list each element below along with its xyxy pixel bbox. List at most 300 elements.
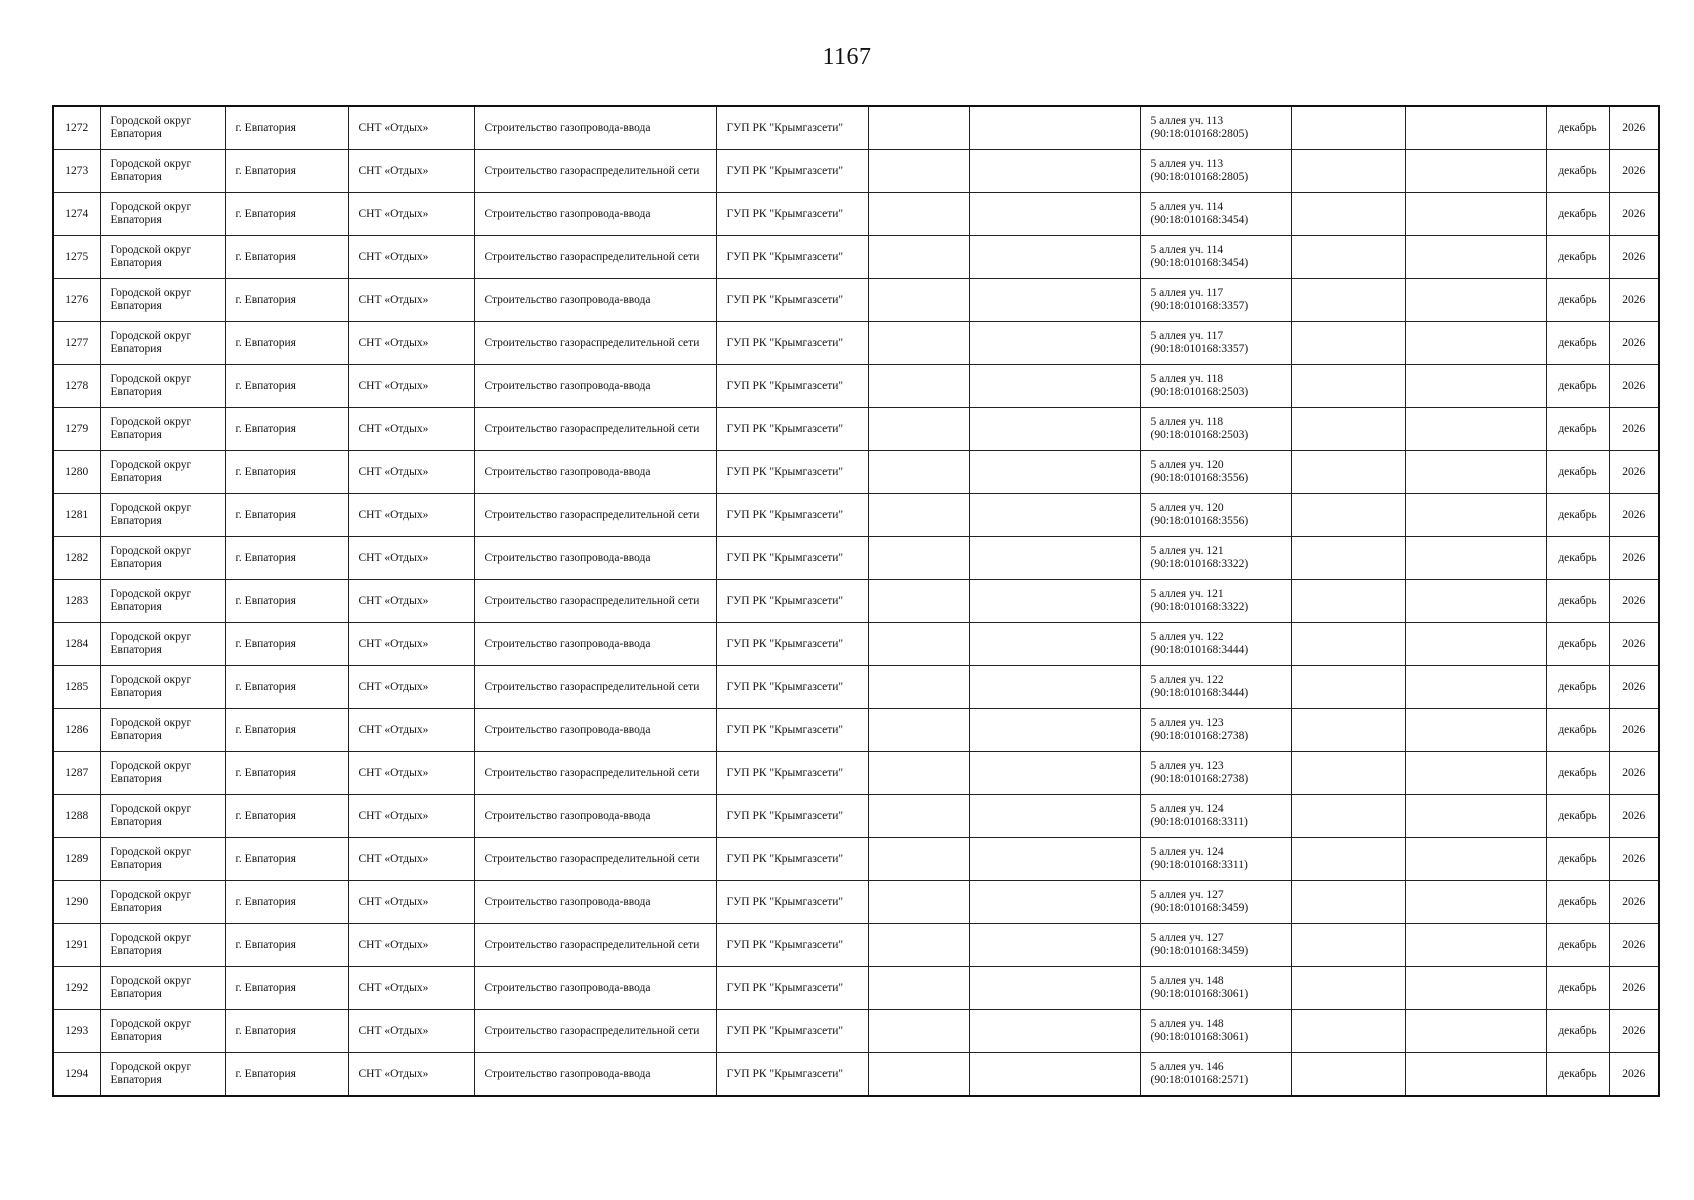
row-number-cell: 1274: [53, 193, 100, 236]
district-cell: Городской округ Евпатория: [100, 838, 225, 881]
empty-cell: [868, 279, 969, 322]
cadastral-number: (90:18:010168:2805): [1150, 128, 1249, 140]
empty-cell: [868, 1053, 969, 1097]
address-line: 5 аллея уч. 118: [1150, 373, 1224, 385]
table-row: [53, 236, 1659, 279]
cadastral-number: (90:18:010168:3357): [1150, 343, 1249, 355]
organization-cell: ГУП РК "Крымгазсети": [716, 150, 868, 193]
address-cell: [1140, 709, 1291, 752]
table-row: [53, 881, 1659, 924]
district-cell: Городской округ Евпатория: [100, 322, 225, 365]
month-cell: декабрь: [1546, 1053, 1609, 1097]
empty-cell: [969, 795, 1140, 838]
address-cell: [1140, 967, 1291, 1010]
empty-cell: [969, 838, 1140, 881]
empty-cell: [868, 150, 969, 193]
address-cell: [1140, 580, 1291, 623]
district-cell: Городской округ Евпатория: [100, 666, 225, 709]
address-cell: [1140, 106, 1291, 150]
work-type-cell: Строительство газопровода-ввода: [474, 193, 716, 236]
address-line: 5 аллея уч. 117: [1150, 330, 1224, 342]
organization-cell: ГУП РК "Крымгазсети": [716, 967, 868, 1010]
district-cell: Городской округ Евпатория: [100, 709, 225, 752]
empty-cell: [1405, 752, 1546, 795]
year-cell: 2026: [1609, 666, 1659, 709]
empty-cell: [868, 967, 969, 1010]
district-cell: Городской округ Евпатория: [100, 451, 225, 494]
city-cell: г. Евпатория: [225, 322, 348, 365]
empty-cell: [969, 106, 1140, 150]
snt-cell: СНТ «Отдых»: [348, 838, 474, 881]
snt-cell: СНТ «Отдых»: [348, 924, 474, 967]
address-cell: [1140, 451, 1291, 494]
work-type-cell: Строительство газораспределительной сети: [474, 924, 716, 967]
empty-cell: [969, 537, 1140, 580]
organization-cell: ГУП РК "Крымгазсети": [716, 193, 868, 236]
address-cell: [1140, 408, 1291, 451]
city-cell: г. Евпатория: [225, 193, 348, 236]
year-cell: 2026: [1609, 279, 1659, 322]
table-row: [53, 1010, 1659, 1053]
organization-cell: ГУП РК "Крымгазсети": [716, 881, 868, 924]
organization-cell: ГУП РК "Крымгазсети": [716, 924, 868, 967]
month-cell: декабрь: [1546, 838, 1609, 881]
snt-cell: СНТ «Отдых»: [348, 150, 474, 193]
row-number-cell: 1284: [53, 623, 100, 666]
address-line: 5 аллея уч. 118: [1150, 416, 1224, 428]
table-row: [53, 279, 1659, 322]
snt-cell: СНТ «Отдых»: [348, 580, 474, 623]
cadastral-number: (90:18:010168:2503): [1150, 386, 1249, 398]
empty-cell: [1405, 967, 1546, 1010]
organization-cell: ГУП РК "Крымгазсети": [716, 106, 868, 150]
row-number-cell: 1273: [53, 150, 100, 193]
address-line: 5 аллея уч. 122: [1150, 674, 1224, 686]
cadastral-number: (90:18:010168:3459): [1150, 945, 1249, 957]
empty-cell: [969, 236, 1140, 279]
cadastral-number: (90:18:010168:3454): [1150, 214, 1249, 226]
table-row: [53, 1053, 1659, 1097]
year-cell: 2026: [1609, 967, 1659, 1010]
empty-cell: [868, 924, 969, 967]
empty-cell: [868, 795, 969, 838]
year-cell: 2026: [1609, 1053, 1659, 1097]
month-cell: декабрь: [1546, 924, 1609, 967]
snt-cell: СНТ «Отдых»: [348, 279, 474, 322]
address-cell: [1140, 150, 1291, 193]
cadastral-number: (90:18:010168:2503): [1150, 429, 1249, 441]
row-number-cell: 1283: [53, 580, 100, 623]
cadastral-number: (90:18:010168:3061): [1150, 1031, 1249, 1043]
city-cell: г. Евпатория: [225, 795, 348, 838]
cadastral-number: (90:18:010168:3322): [1150, 601, 1249, 613]
address-cell: [1140, 1010, 1291, 1053]
empty-cell: [1291, 666, 1405, 709]
city-cell: г. Евпатория: [225, 838, 348, 881]
month-cell: декабрь: [1546, 881, 1609, 924]
snt-cell: СНТ «Отдых»: [348, 709, 474, 752]
empty-cell: [868, 752, 969, 795]
district-cell: Городской округ Евпатория: [100, 795, 225, 838]
year-cell: 2026: [1609, 537, 1659, 580]
empty-cell: [1405, 236, 1546, 279]
district-cell: Городской округ Евпатория: [100, 408, 225, 451]
empty-cell: [868, 838, 969, 881]
month-cell: декабрь: [1546, 967, 1609, 1010]
table-row: [53, 365, 1659, 408]
address-line: 5 аллея уч. 127: [1150, 932, 1224, 944]
cadastral-number: (90:18:010168:3444): [1150, 687, 1249, 699]
empty-cell: [1291, 236, 1405, 279]
address-line: 5 аллея уч. 114: [1150, 244, 1224, 256]
city-cell: г. Евпатория: [225, 1053, 348, 1097]
district-cell: Городской округ Евпатория: [100, 881, 225, 924]
empty-cell: [1291, 967, 1405, 1010]
empty-cell: [868, 106, 969, 150]
data-table: [52, 105, 1660, 1097]
empty-cell: [969, 924, 1140, 967]
month-cell: декабрь: [1546, 408, 1609, 451]
table-row: [53, 838, 1659, 881]
empty-cell: [868, 881, 969, 924]
work-type-cell: Строительство газопровода-ввода: [474, 623, 716, 666]
city-cell: г. Евпатория: [225, 150, 348, 193]
snt-cell: СНТ «Отдых»: [348, 967, 474, 1010]
district-cell: Городской округ Евпатория: [100, 150, 225, 193]
empty-cell: [969, 451, 1140, 494]
month-cell: декабрь: [1546, 580, 1609, 623]
empty-cell: [1405, 537, 1546, 580]
month-cell: декабрь: [1546, 1010, 1609, 1053]
address-cell: [1140, 623, 1291, 666]
year-cell: 2026: [1609, 150, 1659, 193]
work-type-cell: Строительство газопровода-ввода: [474, 881, 716, 924]
row-number-cell: 1277: [53, 322, 100, 365]
address-cell: [1140, 795, 1291, 838]
empty-cell: [1405, 795, 1546, 838]
work-type-cell: Строительство газораспределительной сети: [474, 408, 716, 451]
table-row: [53, 451, 1659, 494]
district-cell: Городской округ Евпатория: [100, 537, 225, 580]
empty-cell: [969, 494, 1140, 537]
empty-cell: [969, 580, 1140, 623]
address-line: 5 аллея уч. 117: [1150, 287, 1224, 299]
address-line: 5 аллея уч. 127: [1150, 889, 1224, 901]
empty-cell: [969, 1010, 1140, 1053]
work-type-cell: Строительство газопровода-ввода: [474, 537, 716, 580]
address-line: 5 аллея уч. 113: [1150, 115, 1224, 127]
empty-cell: [1405, 580, 1546, 623]
work-type-cell: Строительство газораспределительной сети: [474, 150, 716, 193]
district-cell: Городской округ Евпатория: [100, 580, 225, 623]
year-cell: 2026: [1609, 580, 1659, 623]
district-cell: Городской округ Евпатория: [100, 623, 225, 666]
city-cell: г. Евпатория: [225, 1010, 348, 1053]
work-type-cell: Строительство газораспределительной сети: [474, 752, 716, 795]
empty-cell: [1291, 193, 1405, 236]
district-cell: Городской округ Евпатория: [100, 967, 225, 1010]
organization-cell: ГУП РК "Крымгазсети": [716, 666, 868, 709]
empty-cell: [1405, 408, 1546, 451]
empty-cell: [969, 279, 1140, 322]
month-cell: декабрь: [1546, 451, 1609, 494]
table-row: [53, 408, 1659, 451]
empty-cell: [1291, 881, 1405, 924]
empty-cell: [969, 967, 1140, 1010]
month-cell: декабрь: [1546, 279, 1609, 322]
empty-cell: [1291, 1010, 1405, 1053]
address-cell: [1140, 365, 1291, 408]
snt-cell: СНТ «Отдых»: [348, 752, 474, 795]
city-cell: г. Евпатория: [225, 924, 348, 967]
cadastral-number: (90:18:010168:3357): [1150, 300, 1249, 312]
organization-cell: ГУП РК "Крымгазсети": [716, 451, 868, 494]
address-line: 5 аллея уч. 148: [1150, 975, 1224, 987]
address-line: 5 аллея уч. 122: [1150, 631, 1224, 643]
district-cell: Городской округ Евпатория: [100, 365, 225, 408]
work-type-cell: Строительство газораспределительной сети: [474, 236, 716, 279]
empty-cell: [969, 1053, 1140, 1097]
address-cell: [1140, 322, 1291, 365]
table-row: [53, 494, 1659, 537]
month-cell: декабрь: [1546, 236, 1609, 279]
empty-cell: [1405, 709, 1546, 752]
city-cell: г. Евпатория: [225, 967, 348, 1010]
district-cell: Городской округ Евпатория: [100, 279, 225, 322]
organization-cell: ГУП РК "Крымгазсети": [716, 1010, 868, 1053]
city-cell: г. Евпатория: [225, 365, 348, 408]
year-cell: 2026: [1609, 408, 1659, 451]
address-cell: [1140, 279, 1291, 322]
page-number: 1167: [822, 44, 872, 70]
month-cell: декабрь: [1546, 709, 1609, 752]
empty-cell: [1291, 537, 1405, 580]
work-type-cell: Строительство газораспределительной сети: [474, 838, 716, 881]
table-body: [53, 106, 1659, 1096]
address-cell: [1140, 193, 1291, 236]
snt-cell: СНТ «Отдых»: [348, 623, 474, 666]
empty-cell: [969, 150, 1140, 193]
empty-cell: [1405, 279, 1546, 322]
month-cell: декабрь: [1546, 623, 1609, 666]
city-cell: г. Евпатория: [225, 494, 348, 537]
organization-cell: ГУП РК "Крымгазсети": [716, 322, 868, 365]
empty-cell: [1291, 1053, 1405, 1097]
snt-cell: СНТ «Отдых»: [348, 408, 474, 451]
address-line: 5 аллея уч. 124: [1150, 803, 1224, 815]
table-row: [53, 924, 1659, 967]
district-cell: Городской округ Евпатория: [100, 236, 225, 279]
table-row: [53, 150, 1659, 193]
district-cell: Городской округ Евпатория: [100, 193, 225, 236]
table-row: [53, 795, 1659, 838]
snt-cell: СНТ «Отдых»: [348, 666, 474, 709]
snt-cell: СНТ «Отдых»: [348, 795, 474, 838]
city-cell: г. Евпатория: [225, 666, 348, 709]
address-cell: [1140, 881, 1291, 924]
year-cell: 2026: [1609, 838, 1659, 881]
row-number-cell: 1272: [53, 106, 100, 150]
empty-cell: [969, 365, 1140, 408]
table-row: [53, 967, 1659, 1010]
empty-cell: [1291, 709, 1405, 752]
empty-cell: [1291, 838, 1405, 881]
snt-cell: СНТ «Отдых»: [348, 1010, 474, 1053]
year-cell: 2026: [1609, 752, 1659, 795]
empty-cell: [969, 666, 1140, 709]
empty-cell: [1405, 1053, 1546, 1097]
organization-cell: ГУП РК "Крымгазсети": [716, 580, 868, 623]
empty-cell: [868, 193, 969, 236]
empty-cell: [868, 580, 969, 623]
month-cell: декабрь: [1546, 150, 1609, 193]
empty-cell: [1405, 1010, 1546, 1053]
cadastral-number: (90:18:010168:2738): [1150, 773, 1249, 785]
empty-cell: [1291, 279, 1405, 322]
year-cell: 2026: [1609, 451, 1659, 494]
table-row: [53, 322, 1659, 365]
organization-cell: ГУП РК "Крымгазсети": [716, 236, 868, 279]
empty-cell: [1291, 408, 1405, 451]
empty-cell: [868, 537, 969, 580]
organization-cell: ГУП РК "Крымгазсети": [716, 1053, 868, 1097]
organization-cell: ГУП РК "Крымгазсети": [716, 365, 868, 408]
empty-cell: [868, 666, 969, 709]
row-number-cell: 1286: [53, 709, 100, 752]
year-cell: 2026: [1609, 1010, 1659, 1053]
row-number-cell: 1288: [53, 795, 100, 838]
empty-cell: [969, 322, 1140, 365]
empty-cell: [1405, 494, 1546, 537]
empty-cell: [969, 709, 1140, 752]
address-cell: [1140, 494, 1291, 537]
table-row: [53, 709, 1659, 752]
district-cell: Городской округ Евпатория: [100, 1010, 225, 1053]
cadastral-number: (90:18:010168:3311): [1150, 859, 1248, 871]
empty-cell: [1405, 150, 1546, 193]
address-cell: [1140, 752, 1291, 795]
work-type-cell: Строительство газораспределительной сети: [474, 494, 716, 537]
empty-cell: [969, 623, 1140, 666]
organization-cell: ГУП РК "Крымгазсети": [716, 709, 868, 752]
empty-cell: [868, 709, 969, 752]
empty-cell: [1405, 881, 1546, 924]
address-line: 5 аллея уч. 121: [1150, 588, 1224, 600]
table-row: [53, 106, 1659, 150]
snt-cell: СНТ «Отдых»: [348, 1053, 474, 1097]
month-cell: декабрь: [1546, 795, 1609, 838]
district-cell: Городской округ Евпатория: [100, 1053, 225, 1097]
organization-cell: ГУП РК "Крымгазсети": [716, 752, 868, 795]
organization-cell: ГУП РК "Крымгазсети": [716, 838, 868, 881]
snt-cell: СНТ «Отдых»: [348, 322, 474, 365]
snt-cell: СНТ «Отдых»: [348, 236, 474, 279]
work-type-cell: Строительство газораспределительной сети: [474, 666, 716, 709]
address-cell: [1140, 236, 1291, 279]
empty-cell: [1405, 106, 1546, 150]
snt-cell: СНТ «Отдых»: [348, 106, 474, 150]
work-type-cell: Строительство газопровода-ввода: [474, 967, 716, 1010]
work-type-cell: Строительство газопровода-ввода: [474, 795, 716, 838]
month-cell: декабрь: [1546, 365, 1609, 408]
district-cell: Городской округ Евпатория: [100, 752, 225, 795]
work-type-cell: Строительство газораспределительной сети: [474, 580, 716, 623]
empty-cell: [1405, 451, 1546, 494]
city-cell: г. Евпатория: [225, 451, 348, 494]
organization-cell: ГУП РК "Крымгазсети": [716, 537, 868, 580]
address-line: 5 аллея уч. 123: [1150, 760, 1224, 772]
month-cell: декабрь: [1546, 752, 1609, 795]
year-cell: 2026: [1609, 881, 1659, 924]
year-cell: 2026: [1609, 106, 1659, 150]
district-cell: Городской округ Евпатория: [100, 106, 225, 150]
empty-cell: [868, 365, 969, 408]
table-row: [53, 580, 1659, 623]
table-row: [53, 193, 1659, 236]
empty-cell: [1405, 924, 1546, 967]
organization-cell: ГУП РК "Крымгазсети": [716, 408, 868, 451]
empty-cell: [1291, 365, 1405, 408]
empty-cell: [1291, 752, 1405, 795]
district-cell: Городской округ Евпатория: [100, 924, 225, 967]
work-type-cell: Строительство газопровода-ввода: [474, 106, 716, 150]
row-number-cell: 1289: [53, 838, 100, 881]
empty-cell: [868, 494, 969, 537]
year-cell: 2026: [1609, 322, 1659, 365]
organization-cell: ГУП РК "Крымгазсети": [716, 795, 868, 838]
district-cell: Городской округ Евпатория: [100, 494, 225, 537]
row-number-cell: 1293: [53, 1010, 100, 1053]
address-cell: [1140, 838, 1291, 881]
work-type-cell: Строительство газопровода-ввода: [474, 279, 716, 322]
address-cell: [1140, 666, 1291, 709]
month-cell: декабрь: [1546, 193, 1609, 236]
empty-cell: [868, 322, 969, 365]
row-number-cell: 1281: [53, 494, 100, 537]
year-cell: 2026: [1609, 193, 1659, 236]
table-row: [53, 623, 1659, 666]
cadastral-number: (90:18:010168:2571): [1150, 1074, 1249, 1086]
empty-cell: [969, 408, 1140, 451]
empty-cell: [868, 451, 969, 494]
work-type-cell: Строительство газопровода-ввода: [474, 451, 716, 494]
snt-cell: СНТ «Отдых»: [348, 193, 474, 236]
cadastral-number: (90:18:010168:3454): [1150, 257, 1249, 269]
month-cell: декабрь: [1546, 537, 1609, 580]
city-cell: г. Евпатория: [225, 752, 348, 795]
work-type-cell: Строительство газопровода-ввода: [474, 709, 716, 752]
empty-cell: [1291, 106, 1405, 150]
year-cell: 2026: [1609, 365, 1659, 408]
cadastral-number: (90:18:010168:3311): [1150, 816, 1248, 828]
row-number-cell: 1280: [53, 451, 100, 494]
empty-cell: [1405, 322, 1546, 365]
city-cell: г. Евпатория: [225, 408, 348, 451]
empty-cell: [1291, 451, 1405, 494]
organization-cell: ГУП РК "Крымгазсети": [716, 494, 868, 537]
work-type-cell: Строительство газораспределительной сети: [474, 322, 716, 365]
snt-cell: СНТ «Отдых»: [348, 451, 474, 494]
table-row: [53, 537, 1659, 580]
empty-cell: [868, 623, 969, 666]
year-cell: 2026: [1609, 494, 1659, 537]
snt-cell: СНТ «Отдых»: [348, 537, 474, 580]
month-cell: декабрь: [1546, 106, 1609, 150]
row-number-cell: 1282: [53, 537, 100, 580]
city-cell: г. Евпатория: [225, 623, 348, 666]
address-line: 5 аллея уч. 114: [1150, 201, 1224, 213]
organization-cell: ГУП РК "Крымгазсети": [716, 279, 868, 322]
